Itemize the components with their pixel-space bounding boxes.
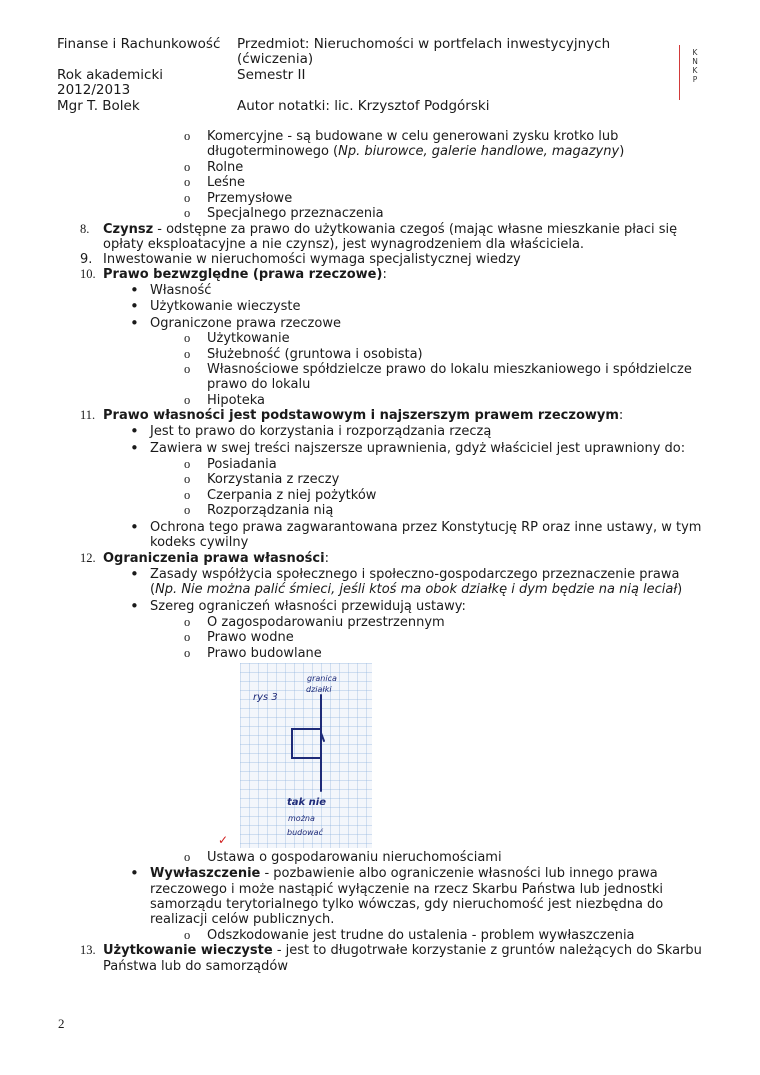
item-8-text-cont: opłaty eksploatacyjne a nie czynsz), jest wynagrodzeniem dla właściciela. [103,237,585,252]
circle-marker: o [184,160,191,174]
circle-marker: o [184,850,191,864]
circle-marker: o [184,615,191,629]
bullet-marker: • [130,314,139,332]
circle-marker: o [184,503,191,517]
sub-item: Użytkowanie [207,331,290,346]
bullet-marker: • [130,518,139,536]
sub-item: Posiadania [207,457,277,472]
circle-marker: o [184,191,191,205]
bullet-marker: • [130,422,139,440]
sub-item: Rozporządzania nią [207,503,334,518]
circle-marker: o [184,347,191,361]
circle-marker: o [184,175,191,189]
bullet-item: Użytkowanie wieczyste [150,299,301,314]
sketch-top-text: działki [306,685,332,694]
item-8-text: Czynsz - odstępne za prawo do użytkowania czegoś (mając własne mieszkanie płaci się [103,222,678,237]
item-number: 8. [80,222,90,236]
bullet-item: Szereg ograniczeń własności przewidują ustawy: [150,599,466,614]
item-13-text-cont: Państwa lub do samorządów [103,959,288,974]
header-field-year-label: Rok akademicki [57,67,164,83]
header-field-lecturer: Mgr T. Bolek [57,98,140,114]
header-field-semester: Semestr II [237,67,306,83]
circle-marker: o [184,129,191,143]
bullet-item: Wywłaszczenie - pozbawienie albo ograniczenie własności lub innego prawa [150,866,658,881]
circle-marker: o [184,488,191,502]
sketch-bottom-text: tak nie [287,797,326,808]
list-item: Przemysłowe [207,191,293,206]
circle-marker: o [184,646,191,660]
bullet-item-cont: rzeczowego i może nastąpić wyłączenie na rzecz Skarbu Państwa lub jednostki [150,882,663,897]
item-13-text: Użytkowanie wieczyste - jest to długotrwałe korzystanie z gruntów należących do Skarbu [103,943,702,958]
bullet-marker: • [130,864,139,882]
sub-item: O zagospodarowaniu przestrzennym [207,615,445,630]
sub-item: Korzystania z rzeczy [207,472,340,487]
sub-item: Prawo budowlane [207,646,322,661]
header-field-faculty: Finanse i Rachunkowość [57,36,221,52]
sub-item: Odszkodowanie jest trudne do ustalenia - problem wywłaszczenia [207,928,635,943]
bullet-item-cont: kodeks cywilny [150,535,249,550]
item-10-heading: Prawo bezwzględne (prawa rzeczowe): [103,267,387,282]
knkp-logo: K N K P [692,48,698,84]
item-12-heading: Ograniczenia prawa własności: [103,551,329,566]
circle-marker: o [184,457,191,471]
bullet-marker: • [130,439,139,457]
item-number: 9. [80,252,93,267]
item-number: 12. [80,551,96,565]
sub-item: Hipoteka [207,393,265,408]
list-item: Specjalnego przeznaczenia [207,206,384,221]
circle-marker: o [184,331,191,345]
header-field-type: (ćwiczenia) [237,51,314,67]
circle-marker: o [184,206,191,220]
sub-item-cont: prawo do lokalu [207,377,311,392]
header-field-author: Autor notatki: lic. Krzysztof Podgórski [237,98,490,114]
item-number: 10. [80,267,96,281]
item-11-heading: Prawo własności jest podstawowym i najszerszym prawem rzeczowym: [103,408,624,423]
bullet-item: Ochrona tego prawa zagwarantowana przez Konstytucję RP oraz inne ustawy, w tym [150,520,702,535]
sketch-top-text: granica [307,674,337,683]
list-item: Rolne [207,160,244,175]
bullet-item-cont: (Np. Nie można palić śmieci, jeśli ktoś ma obok działkę i dym będzie na nią leciał) [150,582,683,597]
header-field-year: 2012/2013 [57,82,131,98]
bullet-item: Ograniczone prawa rzeczowe [150,316,341,331]
bullet-item-cont: samorządu terytorialnego tylko wówczas, gdy nieruchomość jest niezbędna do [150,897,664,912]
sketch-label: rys 3 [253,692,278,703]
circle-marker: o [184,362,191,376]
sub-item: Prawo wodne [207,630,294,645]
circle-marker: o [184,472,191,486]
circle-marker: o [184,928,191,942]
list-item: Leśne [207,175,246,190]
header-field-subject: Przedmiot: Nieruchomości w portfelach inwestycyjnych [237,36,611,52]
bullet-marker: • [130,281,139,299]
sketch-bottom-text: budować [287,828,323,837]
circle-marker: o [184,393,191,407]
bullet-marker: • [130,597,139,615]
bullet-item-cont: realizacji celów publicznych. [150,912,335,927]
logo-divider [679,45,680,100]
bullet-item: Jest to prawo do korzystania i rozporządzania rzeczą [150,424,492,439]
hand-sketch-image [240,663,372,848]
sketch-bottom-text: można [288,814,315,823]
item-number: 11. [80,408,96,422]
bullet-item: Własność [150,283,212,298]
bullet-item: Zasady współżycia społecznego i społeczno-gospodarczego przeznaczenie prawa [150,567,680,582]
bullet-marker: • [130,297,139,315]
sub-item: Własnościowe spółdzielcze prawo do lokalu mieszkaniowego i spółdzielcze [207,362,692,377]
sub-item: Ustawa o gospodarowaniu nieruchomościami [207,850,502,865]
sub-item: Czerpania z niej pożytków [207,488,377,503]
check-icon: ✓ [218,833,229,847]
list-item-cont: długoterminowego (Np. biurowce, galerie handlowe, magazyny) [207,144,625,159]
bullet-marker: • [130,565,139,583]
circle-marker: o [184,630,191,644]
bullet-item: Zawiera w swej treści najszersze uprawnienia, gdyż właściciel jest uprawniony do: [150,441,686,456]
page-number: 2 [58,1016,65,1031]
item-number: 13. [80,943,96,957]
sub-item: Służebność (gruntowa i osobista) [207,347,423,362]
item-9-text: Inwestowanie w nieruchomości wymaga specjalistycznej wiedzy [103,252,521,267]
list-item: Komercyjne - są budowane w celu generowani zysku krotko lub [207,129,619,144]
